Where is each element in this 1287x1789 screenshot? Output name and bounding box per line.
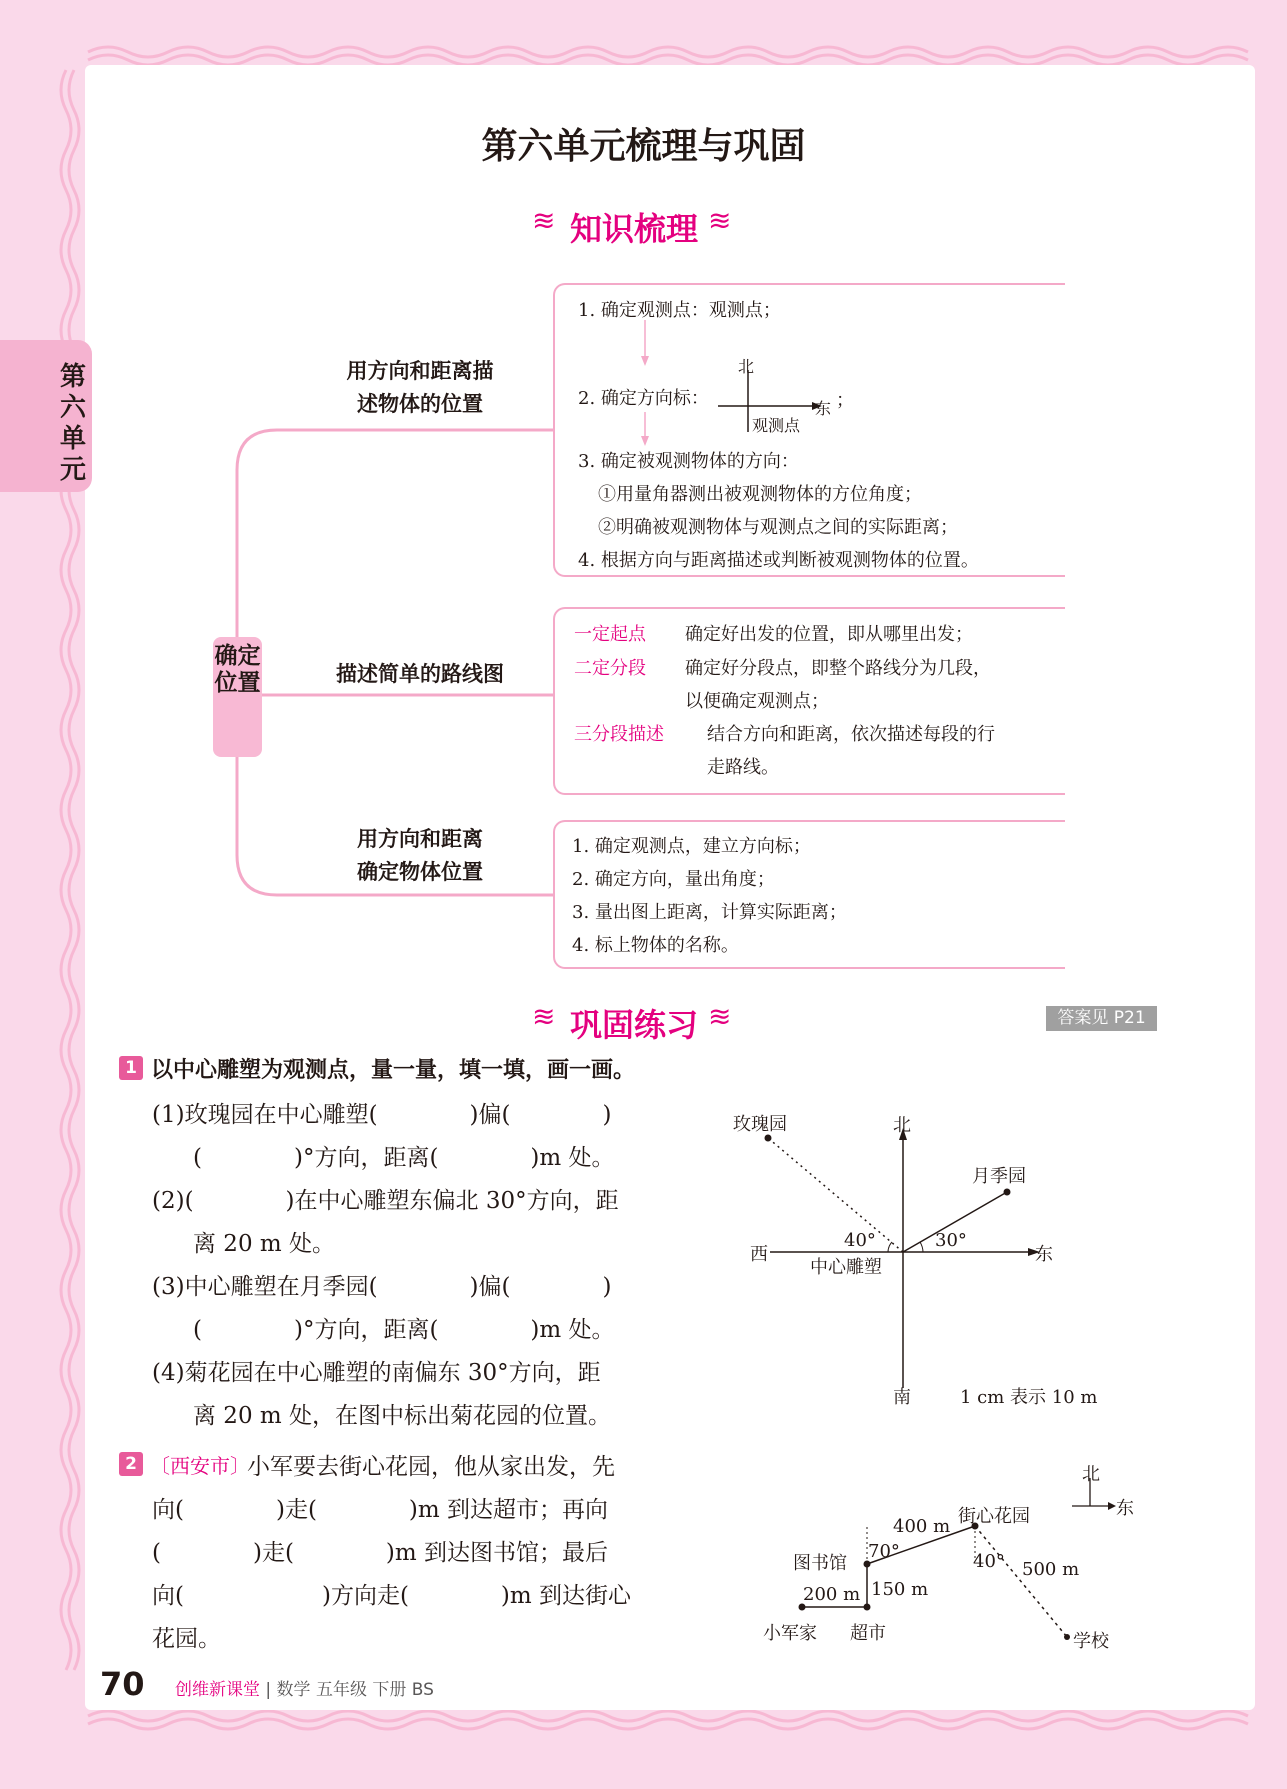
footer-volume: 下册 <box>372 1680 407 1700</box>
question-2-tag: 〔西安市〕 <box>150 1454 250 1478</box>
figure-2-distance-library: 400 m <box>893 1516 951 1537</box>
figure-2-distance-school: 500 m <box>1022 1559 1080 1580</box>
branch-1-item: 4. 根据方向与距离描述或判断被观测物体的位置。 <box>578 550 979 571</box>
question-2-badge: 2 <box>119 1452 143 1476</box>
branch-1-item: 3. 确定被观测物体的方向： <box>578 451 799 472</box>
question-2-line: 花园。 <box>152 1626 221 1652</box>
question-1-line: 离 20 m 处，在图中标出菊花园的位置。 <box>193 1403 612 1429</box>
branch-3-item: 3. 量出图上距离，计算实际距离； <box>572 902 847 923</box>
compass-north-label: 北 <box>738 357 755 376</box>
footer-subject: 数学 <box>276 1680 311 1700</box>
figure-1-center-label: 中心雕塑 <box>810 1257 882 1278</box>
figure-2-school-label: 学校 <box>1073 1631 1109 1652</box>
branch-1-item: 1. 确定观测点：观测点； <box>578 300 781 321</box>
step-key: 三分段描述 <box>574 724 664 745</box>
step-key: 一定起点 <box>574 624 646 645</box>
figure-2-angle-library: 70° <box>868 1541 900 1562</box>
branch-3-label <box>320 823 520 889</box>
page-title: 第六单元梳理与巩固 <box>481 126 806 167</box>
branch-1-item: ①用量角器测出被观测物体的方位角度； <box>598 484 922 505</box>
question-2-line: 向( )方向走( )m 到达街心 <box>152 1583 632 1609</box>
branch-1-label-line: 用方向和距离描 <box>346 359 494 383</box>
question-2-line: ( )走( )m 到达图书馆；最后 <box>152 1540 609 1566</box>
branch-3-item: 1. 确定观测点，建立方向标； <box>572 836 811 857</box>
question-1-line: (4)菊花园在中心雕塑的南偏东 30°方向，距 <box>152 1360 601 1386</box>
answer-tag: 答案见 P21 <box>1046 1006 1157 1031</box>
branch-3-item: 4. 标上物体的名称。 <box>572 935 739 956</box>
figure-2-distance-home: 200 m <box>803 1584 861 1605</box>
wave-icon: ≋ <box>708 1000 732 1033</box>
footer-text: 创维新课堂 | 数学 五年级 下册 BS <box>175 1680 434 1700</box>
figure-2-east-label: 东 <box>1116 1498 1134 1519</box>
page-number: 70 <box>100 1665 145 1703</box>
question-2-line: 向( )走( )m 到达超市；再向 <box>152 1497 609 1523</box>
question-2-line: 小军要去街心花园，他从家出发，先 <box>247 1454 615 1480</box>
footer-edition: BS <box>411 1680 434 1700</box>
figure-2-library-label: 图书馆 <box>793 1553 847 1574</box>
question-1-line: (3)中心雕塑在月季园( )偏( ) <box>152 1274 612 1300</box>
question-1-line: (2)( )在中心雕塑东偏北 30°方向，距 <box>152 1188 619 1214</box>
figure-2-park-label: 街心花园 <box>958 1506 1030 1527</box>
figure-1-rose-label: 玫瑰园 <box>733 1114 787 1135</box>
footer-grade: 五年级 <box>315 1680 367 1700</box>
step-text: 确定好出发的位置，即从哪里出发； <box>685 624 973 645</box>
figure-1-west-label: 西 <box>750 1244 768 1265</box>
figure-1-angle-right: 30° <box>935 1230 967 1251</box>
figure-2-home-label: 小军家 <box>763 1623 817 1644</box>
step-text: 以便确定观测点； <box>685 691 829 712</box>
figure-1-angle-left: 40° <box>844 1230 876 1251</box>
wave-icon: ≋ <box>708 204 732 237</box>
figure-2-distance-market: 150 m <box>871 1579 929 1600</box>
question-1-badge: 1 <box>119 1056 143 1080</box>
wave-icon: ≋ <box>532 1000 556 1033</box>
branch-1-label-line: 述物体的位置 <box>357 392 483 416</box>
figure-2-angle-park: 40° <box>973 1551 1005 1572</box>
question-1-line: 离 20 m 处。 <box>193 1231 336 1257</box>
side-tab-label: 第六单元 <box>59 362 86 485</box>
question-1-stem: 以中心雕塑为观测点，量一量，填一填，画一画。 <box>151 1058 636 1083</box>
branch-1-item: ②明确被观测物体与观测点之间的实际距离； <box>598 517 958 538</box>
step-text: 确定好分段点，即整个路线分为几段， <box>685 658 991 679</box>
figure-1-north-label: 北 <box>893 1115 911 1136</box>
compass-origin-label: 观测点 <box>752 416 801 435</box>
figure-1-south-label: 南 <box>893 1387 911 1408</box>
practice-heading: 巩固练习 <box>570 1006 699 1044</box>
figure-1-moon-label: 月季园 <box>972 1166 1026 1187</box>
question-1-line: ( )°方向，距离( )m 处。 <box>193 1317 615 1343</box>
question-1-line: (1)玫瑰园在中心雕塑( )偏( ) <box>152 1102 612 1128</box>
branch-1-item: 2. 确定方向标： <box>578 388 709 409</box>
step-text: 走路线。 <box>707 757 779 778</box>
footer-brand: 创维新课堂 <box>175 1680 260 1700</box>
branch-3-label-line: 用方向和距离 <box>357 827 483 851</box>
branch-2-label: 描述简单的路线图 <box>336 662 504 686</box>
branch-1-label <box>320 355 520 421</box>
branch-3-label-line: 确定物体位置 <box>357 860 483 884</box>
question-1-line: ( )°方向，距离( )m 处。 <box>193 1145 615 1171</box>
step-text: 结合方向和距离，依次描述每段的行 <box>707 724 995 745</box>
step-key: 二定分段 <box>574 658 646 679</box>
knowledge-heading: 知识梳理 <box>570 210 699 248</box>
figure-1-east-label: 东 <box>1035 1244 1053 1265</box>
figure-2-north-label: 北 <box>1082 1464 1100 1485</box>
root-label: 确定位置 <box>214 643 261 696</box>
compass-east-label: 东 <box>815 399 832 418</box>
wave-icon: ≋ <box>532 204 556 237</box>
compass-suffix: ； <box>836 390 854 411</box>
figure-2-market-label: 超市 <box>850 1623 886 1644</box>
branch-3-item: 2. 确定方向，量出角度； <box>572 869 775 890</box>
figure-1-scale-label: 1 cm 表示 10 m <box>960 1387 1098 1408</box>
